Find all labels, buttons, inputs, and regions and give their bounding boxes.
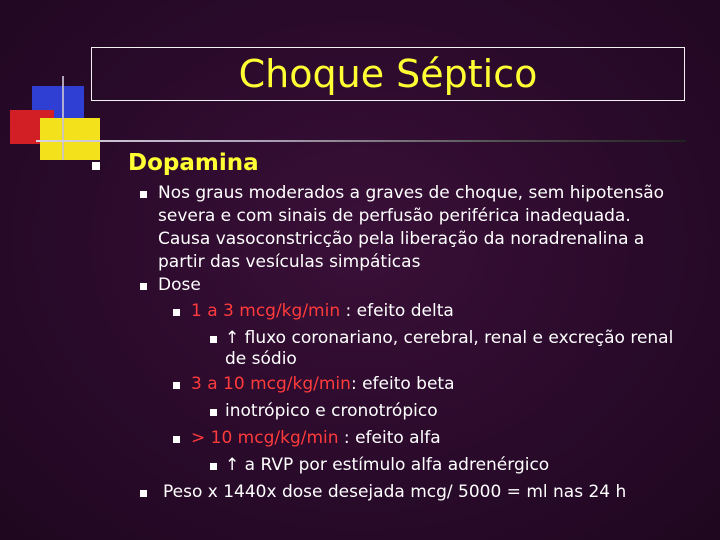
bullet-icon <box>173 382 180 389</box>
bullet-icon <box>140 283 147 290</box>
bullet-icon <box>140 490 147 497</box>
dose1-effect: : efeito delta <box>340 301 454 321</box>
dose2-effect: : efeito beta <box>350 374 455 394</box>
dose1-sub-text: fluxo coronariano, cerebral, renal e excreção renal <box>239 328 674 348</box>
dose1-item <box>191 302 454 321</box>
slide-title: Choque Séptico <box>238 52 538 96</box>
dose3-sub <box>225 456 549 475</box>
bullet1-line-4: partir das vesículas simpáticas <box>158 252 421 272</box>
bullet-icon <box>173 436 180 443</box>
decor-yellow-block <box>40 118 100 160</box>
bullet1-line-1: Nos graus moderados a graves de choque, sem hipotensão <box>158 183 665 203</box>
bullet-icon <box>210 409 217 416</box>
dose1-sub-line-1 <box>225 329 673 348</box>
dose-formula: Peso x 1440x dose desejada mcg/ 5000 = ml nas 24 h <box>163 482 627 502</box>
bullet-icon <box>210 463 217 470</box>
arrow-up-icon: ↑ <box>225 328 240 348</box>
arrow-up-icon: ↑ <box>225 455 240 475</box>
bullet1-line-2: severa e com sinais de perfusão periférica inadequada. <box>158 206 631 226</box>
dose3-effect: : efeito alfa <box>338 428 441 448</box>
dose2-item <box>191 375 455 394</box>
dose3-sub-text: a RVP por estímulo alfa adrenérgico <box>239 455 550 475</box>
bullet1-line-3: Causa vasoconstricção pela liberação da noradrenalina a <box>158 229 645 249</box>
dose2-sub: inotrópico e cronotrópico <box>225 401 438 421</box>
decor-vertical-line <box>62 76 64 160</box>
dose-label: Dose <box>158 275 201 295</box>
bullet-icon <box>92 162 100 170</box>
section-heading: Dopamina <box>128 150 259 176</box>
bullet-icon <box>173 309 180 316</box>
dose3-value: > 10 mcg/kg/min <box>191 428 339 448</box>
dose3-item <box>191 429 441 448</box>
decor-horizontal-line <box>36 140 686 142</box>
dose2-value: 3 a 10 mcg/kg/min <box>191 374 351 394</box>
dose1-sub-line-2: de sódio <box>225 349 297 369</box>
bullet-icon <box>140 191 147 198</box>
bullet-icon <box>210 336 217 343</box>
dose1-value: 1 a 3 mcg/kg/min <box>191 301 341 321</box>
